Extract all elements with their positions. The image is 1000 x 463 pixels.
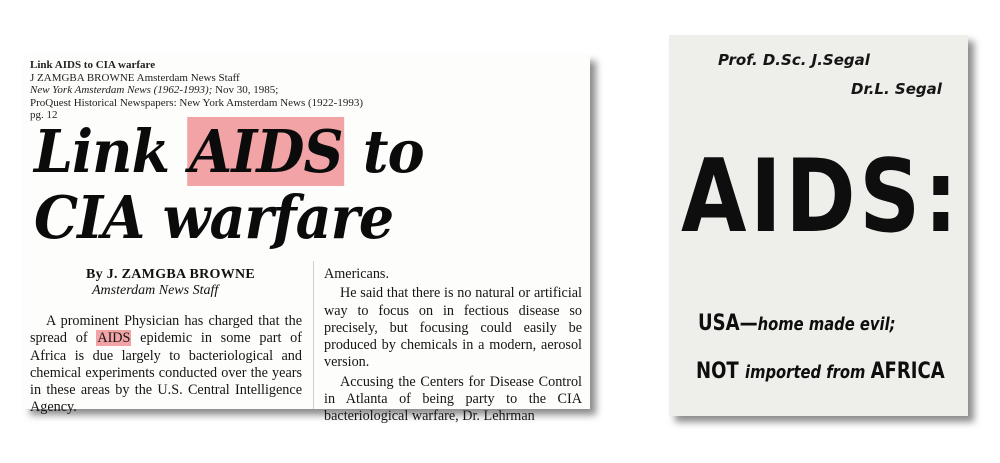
citation-page: pg. 12 [30, 109, 58, 121]
col1-paragraph [30, 313, 302, 417]
headline [34, 119, 551, 251]
author-1: Prof. D.Sc. J.Segal [718, 51, 870, 69]
author-2: Dr.L. Segal [851, 80, 942, 98]
headline-word-to: to [344, 117, 424, 186]
headline-line2: CIA warfare [34, 183, 394, 252]
col1-text-before: A prominent Physician has charged that the spread of [30, 313, 302, 347]
headline-line1 [34, 119, 551, 185]
citation-source-name: New York Amsterdam News (1962-1993); [30, 84, 213, 96]
pamphlet-line2-africa: AFRICA [870, 359, 945, 384]
newspaper-clipping [24, 55, 590, 425]
col1-highlight: AIDS [97, 330, 131, 347]
column-divider [313, 261, 314, 409]
pamphlet-line1-usa: USA— [698, 311, 758, 336]
byline-name: By J. ZAMGBA BROWNE [86, 267, 256, 282]
citation-title: Link AIDS to CIA warfare [30, 59, 156, 71]
article-column-1 [30, 313, 302, 417]
pamphlet-line-1 [698, 311, 896, 336]
citation-byline: J ZAMGBA BROWNE Amsterdam News Staff [30, 71, 240, 84]
pamphlet-line2-not: NOT [696, 359, 746, 384]
citation-date: Nov 30, 1985; [212, 84, 279, 96]
headline-word-link: Link [34, 117, 188, 186]
pamphlet-title: AIDS: [681, 137, 962, 256]
pamphlet-line-2 [696, 359, 945, 384]
pamphlet-line1-rest: home made evil; [757, 314, 896, 335]
col2-paragraph-2: Accusing the Centers for Disease Control in Atlanta of being party to the CIA bacteriological warfare, Dr. Lehrman [324, 373, 582, 425]
pamphlet-line2-mid: imported from [745, 362, 871, 383]
citation-source [30, 84, 363, 97]
article-byline [86, 267, 255, 299]
col1-text-after: epidemic in some part of Africa is due largely to bacteriological and chemical experiments conducted over the years in these areas by the U.S. Central Intelligence Agency. [30, 330, 302, 416]
citation-block [30, 59, 363, 122]
article-column-2 [324, 266, 582, 426]
headline-highlight: AIDS [189, 117, 343, 186]
col2-paragraph-0: Americans. [324, 266, 390, 282]
citation-archive: ProQuest Historical Newspapers: New York Amsterdam News (1922-1993) [30, 96, 364, 109]
pamphlet-cover [669, 35, 968, 416]
col2-paragraph-1: He said that there is no natural or artificial way to focus on in fectious disease so precisely, but focusing could easily be produced by chemicals in a modern, aerosol version. [324, 285, 582, 371]
byline-staff: Amsterdam News Staff [92, 283, 219, 298]
